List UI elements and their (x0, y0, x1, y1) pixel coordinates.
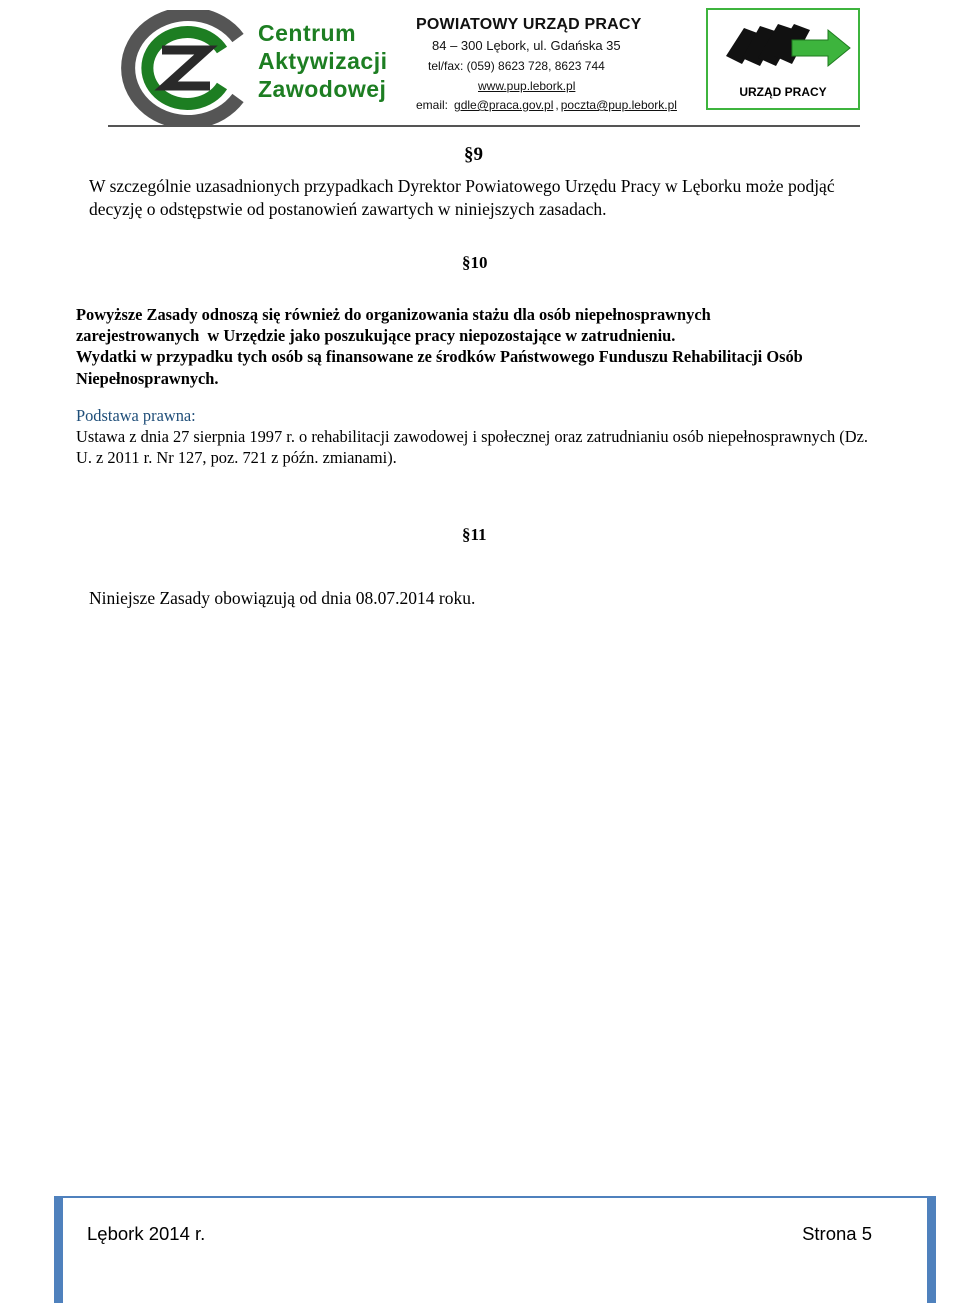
office-telfax: tel/fax: (059) 8623 728, 8623 744 (428, 59, 605, 73)
footer-left-border (54, 1198, 63, 1303)
email-link-gdle[interactable]: gdle@praca.gov.pl (454, 98, 554, 112)
centrum-logo-line-3: Zawodowej (258, 76, 387, 102)
section-10-line-1: Powyższe Zasady odnoszą się również do organizowania stażu dla osób niepełnosprawnych (76, 305, 711, 324)
email-label: email: (416, 98, 449, 112)
header-divider (108, 125, 860, 127)
section-11-text: Niniejsze Zasady obowiązują od dnia 08.07.2014 roku. (89, 588, 476, 608)
footer-place-year: Lębork 2014 r. (87, 1223, 206, 1244)
section-10-heading: §10 (462, 253, 488, 272)
urzad-pracy-logo-icon (708, 12, 858, 84)
centrum-logo-line-1: Centrum (258, 20, 357, 46)
centrum-logo-line-2: Aktywizacji (258, 48, 388, 74)
email-separator: , (555, 98, 559, 112)
section-11-heading: §11 (462, 525, 487, 544)
cza-logo-icon (110, 10, 260, 125)
section-9-text: W szczególnie uzasadnionych przypadkach Dyrektor Powiatowego Urzędu Pracy w Lęborku może podjąć decyzję o odstępstwie od postanowień zawartych w niniejszych zasadach. (89, 176, 835, 219)
section-9-heading: §9 (464, 144, 483, 165)
email-link-poczta[interactable]: poczta@pup.lebork.pl (560, 98, 677, 112)
legal-basis-label: Podstawa prawna: (76, 406, 196, 425)
section-10-text (76, 304, 876, 389)
urzad-pracy-logo-label: URZĄD PRACY (739, 85, 827, 99)
office-email-line (416, 98, 677, 112)
office-website-link[interactable]: www.pup.lebork.pl (478, 79, 576, 93)
footer-divider (54, 1196, 936, 1198)
section-10-line-3: Wydatki w przypadku tych osób są finansowane ze środków Państwowego Funduszu Rehabilitacji Osób Niepełnosprawnych. (76, 347, 803, 388)
office-title: POWIATOWY URZĄD PRACY (416, 16, 642, 33)
office-address: 84 – 300 Lębork, ul. Gdańska 35 (432, 38, 621, 53)
urzad-pracy-logo (706, 8, 860, 110)
section-10-line-2: zarejestrowanych w Urzędzie jako poszukujące pracy niepozostające w zatrudnieniu. (76, 326, 676, 346)
footer-right-border (927, 1198, 936, 1303)
legal-basis-text: Ustawa z dnia 27 sierpnia 1997 r. o rehabilitacji zawodowej i społecznej oraz zatrudnianiu osób niepełnosprawnych (Dz. U. z 2011 r. Nr 127, poz. 721 z późn. zmianami). (76, 427, 868, 468)
footer-page-number: Strona 5 (802, 1223, 872, 1244)
